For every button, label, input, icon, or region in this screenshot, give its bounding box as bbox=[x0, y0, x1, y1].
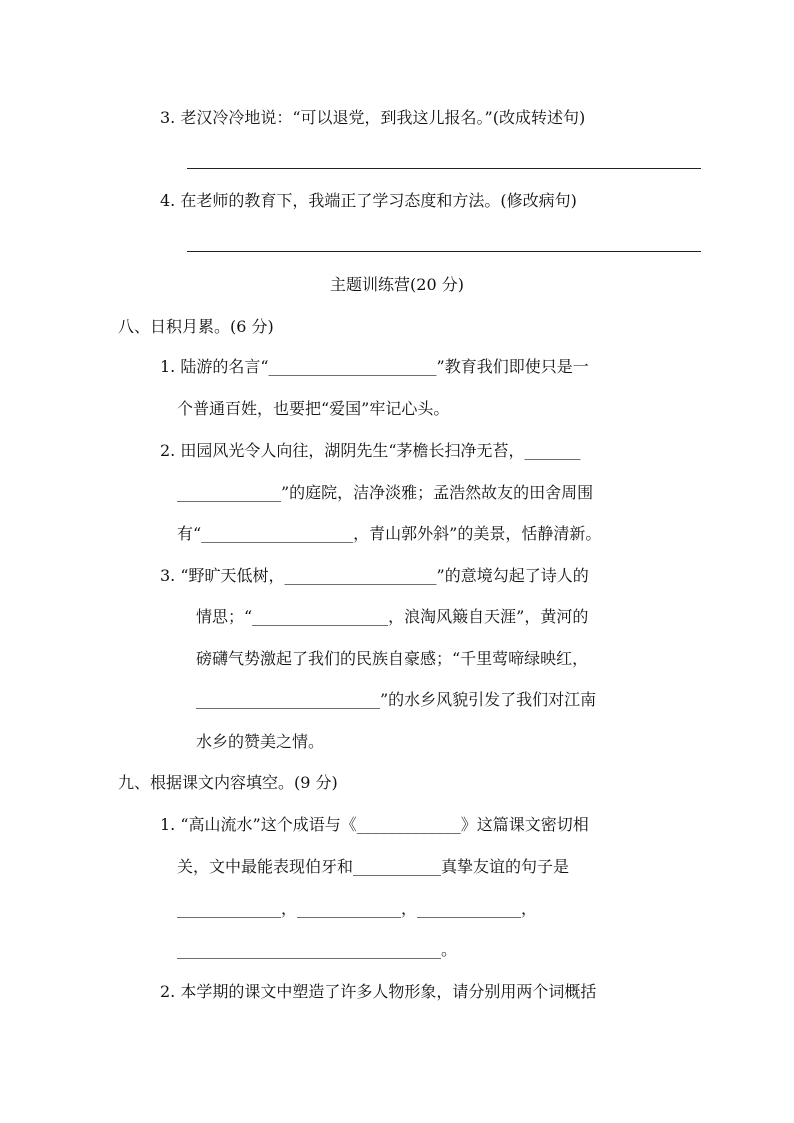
s9-line-3: _____________，_____________，_____________， bbox=[177, 899, 538, 918]
s8-line-6: 3. “野旷天低树，___________________”的意境勾起了诗人的 bbox=[160, 566, 589, 585]
s9-line-5: 2. 本学期的课文中塑造了许多人物形象，请分别用两个词概括 bbox=[160, 982, 597, 1001]
question-4-text: 4. 在老师的教育下，我端正了学习态度和方法。(修改病句) bbox=[160, 191, 577, 210]
s8-line-8: 磅礴气势激起了我们的民族自豪感；“千里莺啼绿映红， bbox=[196, 649, 589, 668]
s8-line-5: 有“___________________，青山郭外斜”的美景，恬静清新。 bbox=[177, 524, 602, 543]
section-8-title: 八、日积月累。(6 分) bbox=[118, 317, 274, 336]
s8-line-7: 情思；“_________________，浪淘风簸自天涯”，黄河的 bbox=[196, 607, 589, 626]
s9-line-1: 1. “高山流水”这个成语与《_____________》这篇课文密切相 bbox=[160, 815, 589, 834]
answer-line-3 bbox=[187, 168, 701, 169]
s8-line-4: _____________”的庭院，洁净淡雅；孟浩然故友的田舍周围 bbox=[177, 483, 594, 502]
answer-line-4 bbox=[187, 251, 701, 252]
s8-line-2: 个普通百姓，也要把“爱国”牢记心头。 bbox=[177, 399, 450, 418]
s8-line-10: 水乡的赞美之情。 bbox=[196, 732, 325, 751]
section-heading: 主题训练营(20 分) bbox=[330, 275, 464, 294]
section-9-title: 九、根据课文内容填空。(9 分) bbox=[118, 773, 338, 792]
s8-line-1: 1. 陆游的名言“_____________________”教育我们即使只是一 bbox=[160, 357, 589, 376]
s9-line-4: _________________________________。 bbox=[177, 940, 458, 959]
question-3-text: 3. 老汉冷冷地说：“可以退党，到我这儿报名。”(改成转述句) bbox=[160, 108, 586, 127]
s8-line-3: 2. 田园风光令人向往，湖阴先生“茅檐长扫净无苔，_______ bbox=[160, 441, 581, 460]
s9-line-2: 关，文中最能表现伯牙和___________真挚友谊的句子是 bbox=[177, 857, 570, 876]
s8-line-9: _______________________”的水乡风貌引发了我们对江南 bbox=[196, 690, 597, 709]
